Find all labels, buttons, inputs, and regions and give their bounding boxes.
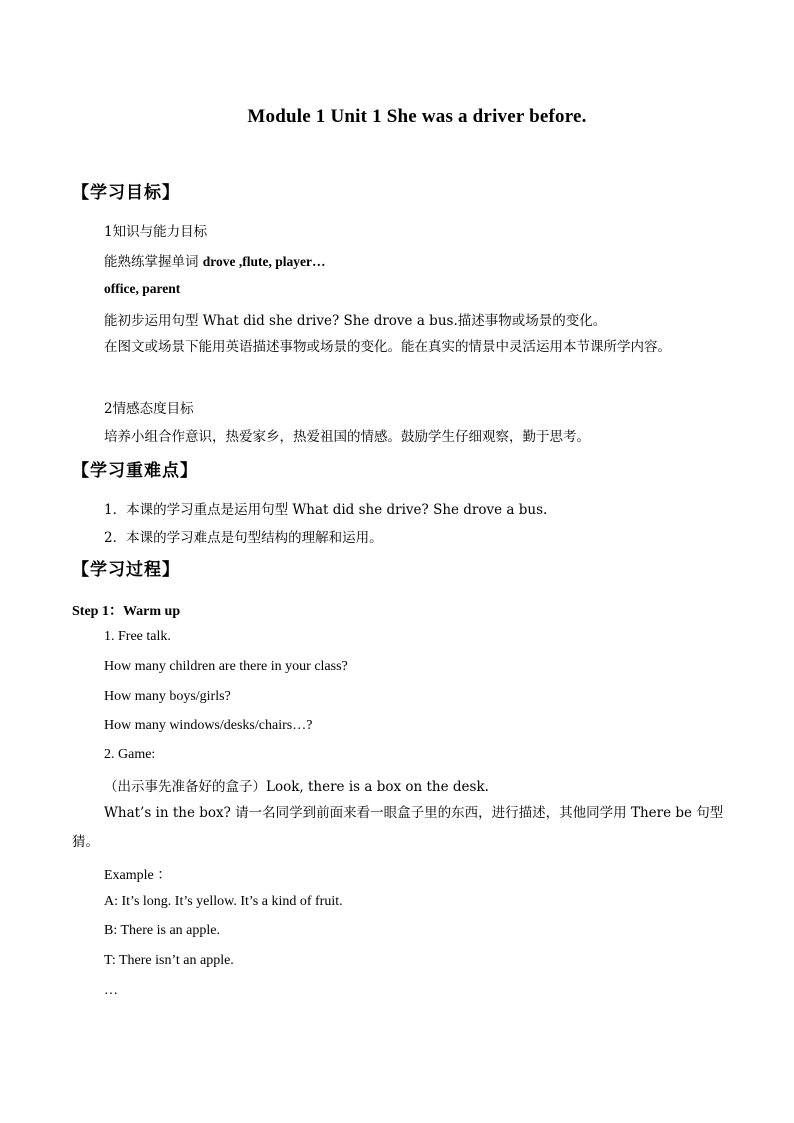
process-line-6: （出示事先准备好的盒子）Look, there is a box on the desk. <box>104 779 489 795</box>
process-line-11: T: There isn’t an apple. <box>104 953 234 968</box>
goals-line-4: 能初步运用句型 What did she drive? She drove a bus.描述事物或场景的变化。 <box>104 313 607 329</box>
goals-line-5: 在图文或场景下能用英语描述事物或场景的变化。能在真实的情景中灵活运用本节课所学内容。 <box>104 339 671 355</box>
process-line-4: How many windows/desks/chairs…? <box>104 718 313 733</box>
process-line-5: 2. Game: <box>104 747 156 762</box>
goals-line-1: 1知识与能力目标 <box>104 224 208 240</box>
process-line-7: What’s in the box? 请一名同学到前面来看一眼盒子里的东西，进行描述，其他同学用 There be 句型猜。 <box>72 805 724 850</box>
process-line-10: B: There is an apple. <box>104 923 220 938</box>
key-heading: 【学习重难点】 <box>72 461 198 481</box>
goals-line-6: 2情感态度目标 <box>104 401 194 417</box>
key-line-2: 2．本课的学习难点是句型结构的理解和运用。 <box>104 530 383 546</box>
goals-line-2-text: 能熟练掌握单词 <box>104 254 203 270</box>
step-1-title: Step 1：Warm up <box>72 604 181 619</box>
goals-line-2 <box>104 250 326 270</box>
key-line-1: 1．本课的学习重点是运用句型 What did she drive? She drove a bus. <box>104 502 548 518</box>
process-heading: 【学习过程】 <box>72 560 180 580</box>
process-line-9: A: It’s long. It’s yellow. It’s a kind of fruit. <box>104 894 343 909</box>
page-title: Module 1 Unit 1 She was a driver before. <box>247 106 587 127</box>
process-line-8: Example ： <box>104 868 172 883</box>
process-line-3: How many boys/girls? <box>104 689 231 704</box>
process-line-2: How many children are there in your class? <box>104 659 348 674</box>
vocab-words: drove ,flute, player… <box>202 254 326 269</box>
goals-heading: 【学习目标】 <box>72 183 180 203</box>
goals-line-7: 培养小组合作意识，热爱家乡，热爱祖国的情感。鼓励学生仔细观察，勤于思考。 <box>104 429 590 445</box>
goals-line-3: office, parent <box>104 281 181 296</box>
process-line-12: … <box>104 983 118 998</box>
process-line-1: 1. Free talk. <box>104 629 171 644</box>
